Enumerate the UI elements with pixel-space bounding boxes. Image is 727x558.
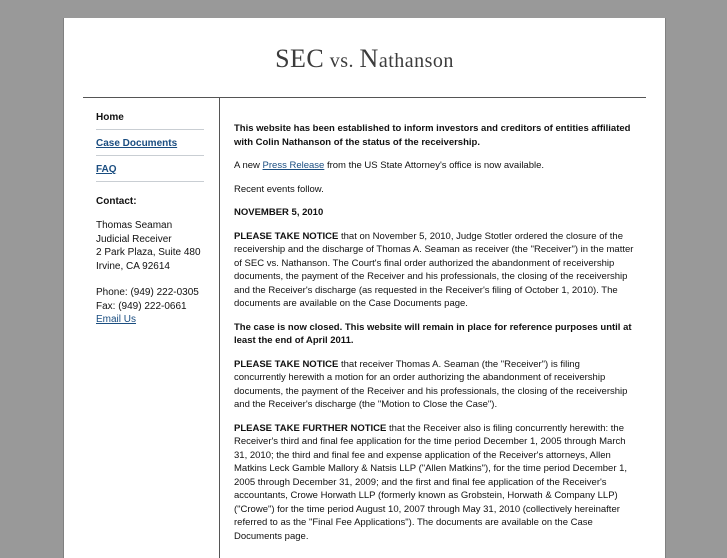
notice-1-text: that on November 5, 2010, Judge Stotler ordered the closure of the receivership and the discharge of Thomas A. Seaman as receiver (the "Receiver") in the matter of SEC vs. Nathanson. The Court's final order authorized the abandonment of receivership documents, the payment of the Receiver and his professionals, the closing of the receivership and the Receiver's discharge (as requested in the Receiver's filing of October 1, 2010). The documents are available on the Case Documents page. [234, 230, 634, 309]
contact-street: 2 Park Plaza, Suite 480 [96, 247, 201, 258]
contact-fax: Fax: (949) 222-0661 [96, 300, 187, 312]
nav-home[interactable]: Home [96, 110, 204, 130]
sidebar [96, 110, 204, 327]
email-us-link[interactable]: Email Us [96, 314, 137, 325]
contact-role: Judicial Receiver [96, 233, 172, 245]
press-release-link[interactable]: Press Release [262, 160, 325, 171]
notice-2 [234, 358, 634, 412]
title-part-initial: N [359, 44, 379, 73]
title-part-sec: SEC [275, 44, 325, 73]
event-date: NOVEMBER 5, 2010 [234, 207, 324, 218]
notice-1-lead: PLEASE TAKE NOTICE [234, 230, 339, 242]
contact-heading: Contact: [96, 196, 137, 207]
contact-address [96, 219, 204, 273]
notice-2-lead: PLEASE TAKE NOTICE [234, 358, 339, 370]
recent-events: Recent events follow. [234, 183, 324, 195]
site-title [64, 44, 665, 74]
header-divider [83, 97, 646, 98]
notice-3-lead: PLEASE TAKE FURTHER NOTICE [234, 422, 387, 434]
notice-3 [234, 422, 634, 544]
title-part-rest: athanson [378, 50, 454, 72]
title-part-vs: vs. [324, 50, 360, 72]
faq-link[interactable]: FAQ [96, 164, 117, 175]
case-documents-link[interactable]: Case Documents [96, 138, 178, 149]
contact-phone: Phone: (949) 222-0305 [96, 287, 199, 298]
page-container [63, 18, 666, 558]
press-release-line [234, 159, 634, 173]
press-suffix: from the US State Attorney's office is now available. [324, 160, 545, 171]
nav-faq [96, 162, 204, 182]
sidebar-divider [219, 97, 220, 558]
contact-name: Thomas Seaman [96, 220, 173, 231]
intro-text: This website has been established to inform investors and creditors of entities affiliated with Colin Nathanson of the status of the receivership. [234, 123, 631, 148]
contact-phones [96, 286, 204, 327]
notice-3-text: that the Receiver also is filing concurrently herewith: the Receiver's third and final fee application for the time period December 1, 2005 through March 31, 2010; the third and final fee and expense application of the Receiver's attorneys, Allen Matkins Leck Gamble Mallory & Natsis LLP ("Allen Matkins"), for the time period December 1, 2005 through December 31, 2009; and the first and final fee application of the Receiver's accountants, Crowe Horwath LLP (formerly known as Grobstein, Horwath & Company LLP) ("Crowe") for the time period August 10, 2007 through May 31, 2010 (collectively hereinafter referred to as the "Final Fee Applications"). The documents are available on the Case Documents page. [234, 422, 628, 542]
contact-city: Irvine, CA 92614 [96, 260, 170, 272]
notice-1 [234, 230, 634, 311]
main-content [234, 122, 634, 553]
case-closed-text: The case is now closed. This website will remain in place for reference purposes until at least the end of April 2011. [234, 321, 632, 346]
nav-case-documents [96, 136, 204, 156]
notice-2-text: that receiver Thomas A. Seaman (the "Receiver") is filing concurrently herewith a motion for an order authorizing the abandonment of receivership documents, the payment of the Receiver and his professionals, the closing of the receivership and the Receiver's discharge (the "Motion to Close the Case"). [234, 358, 628, 410]
press-prefix: A new [234, 160, 263, 171]
